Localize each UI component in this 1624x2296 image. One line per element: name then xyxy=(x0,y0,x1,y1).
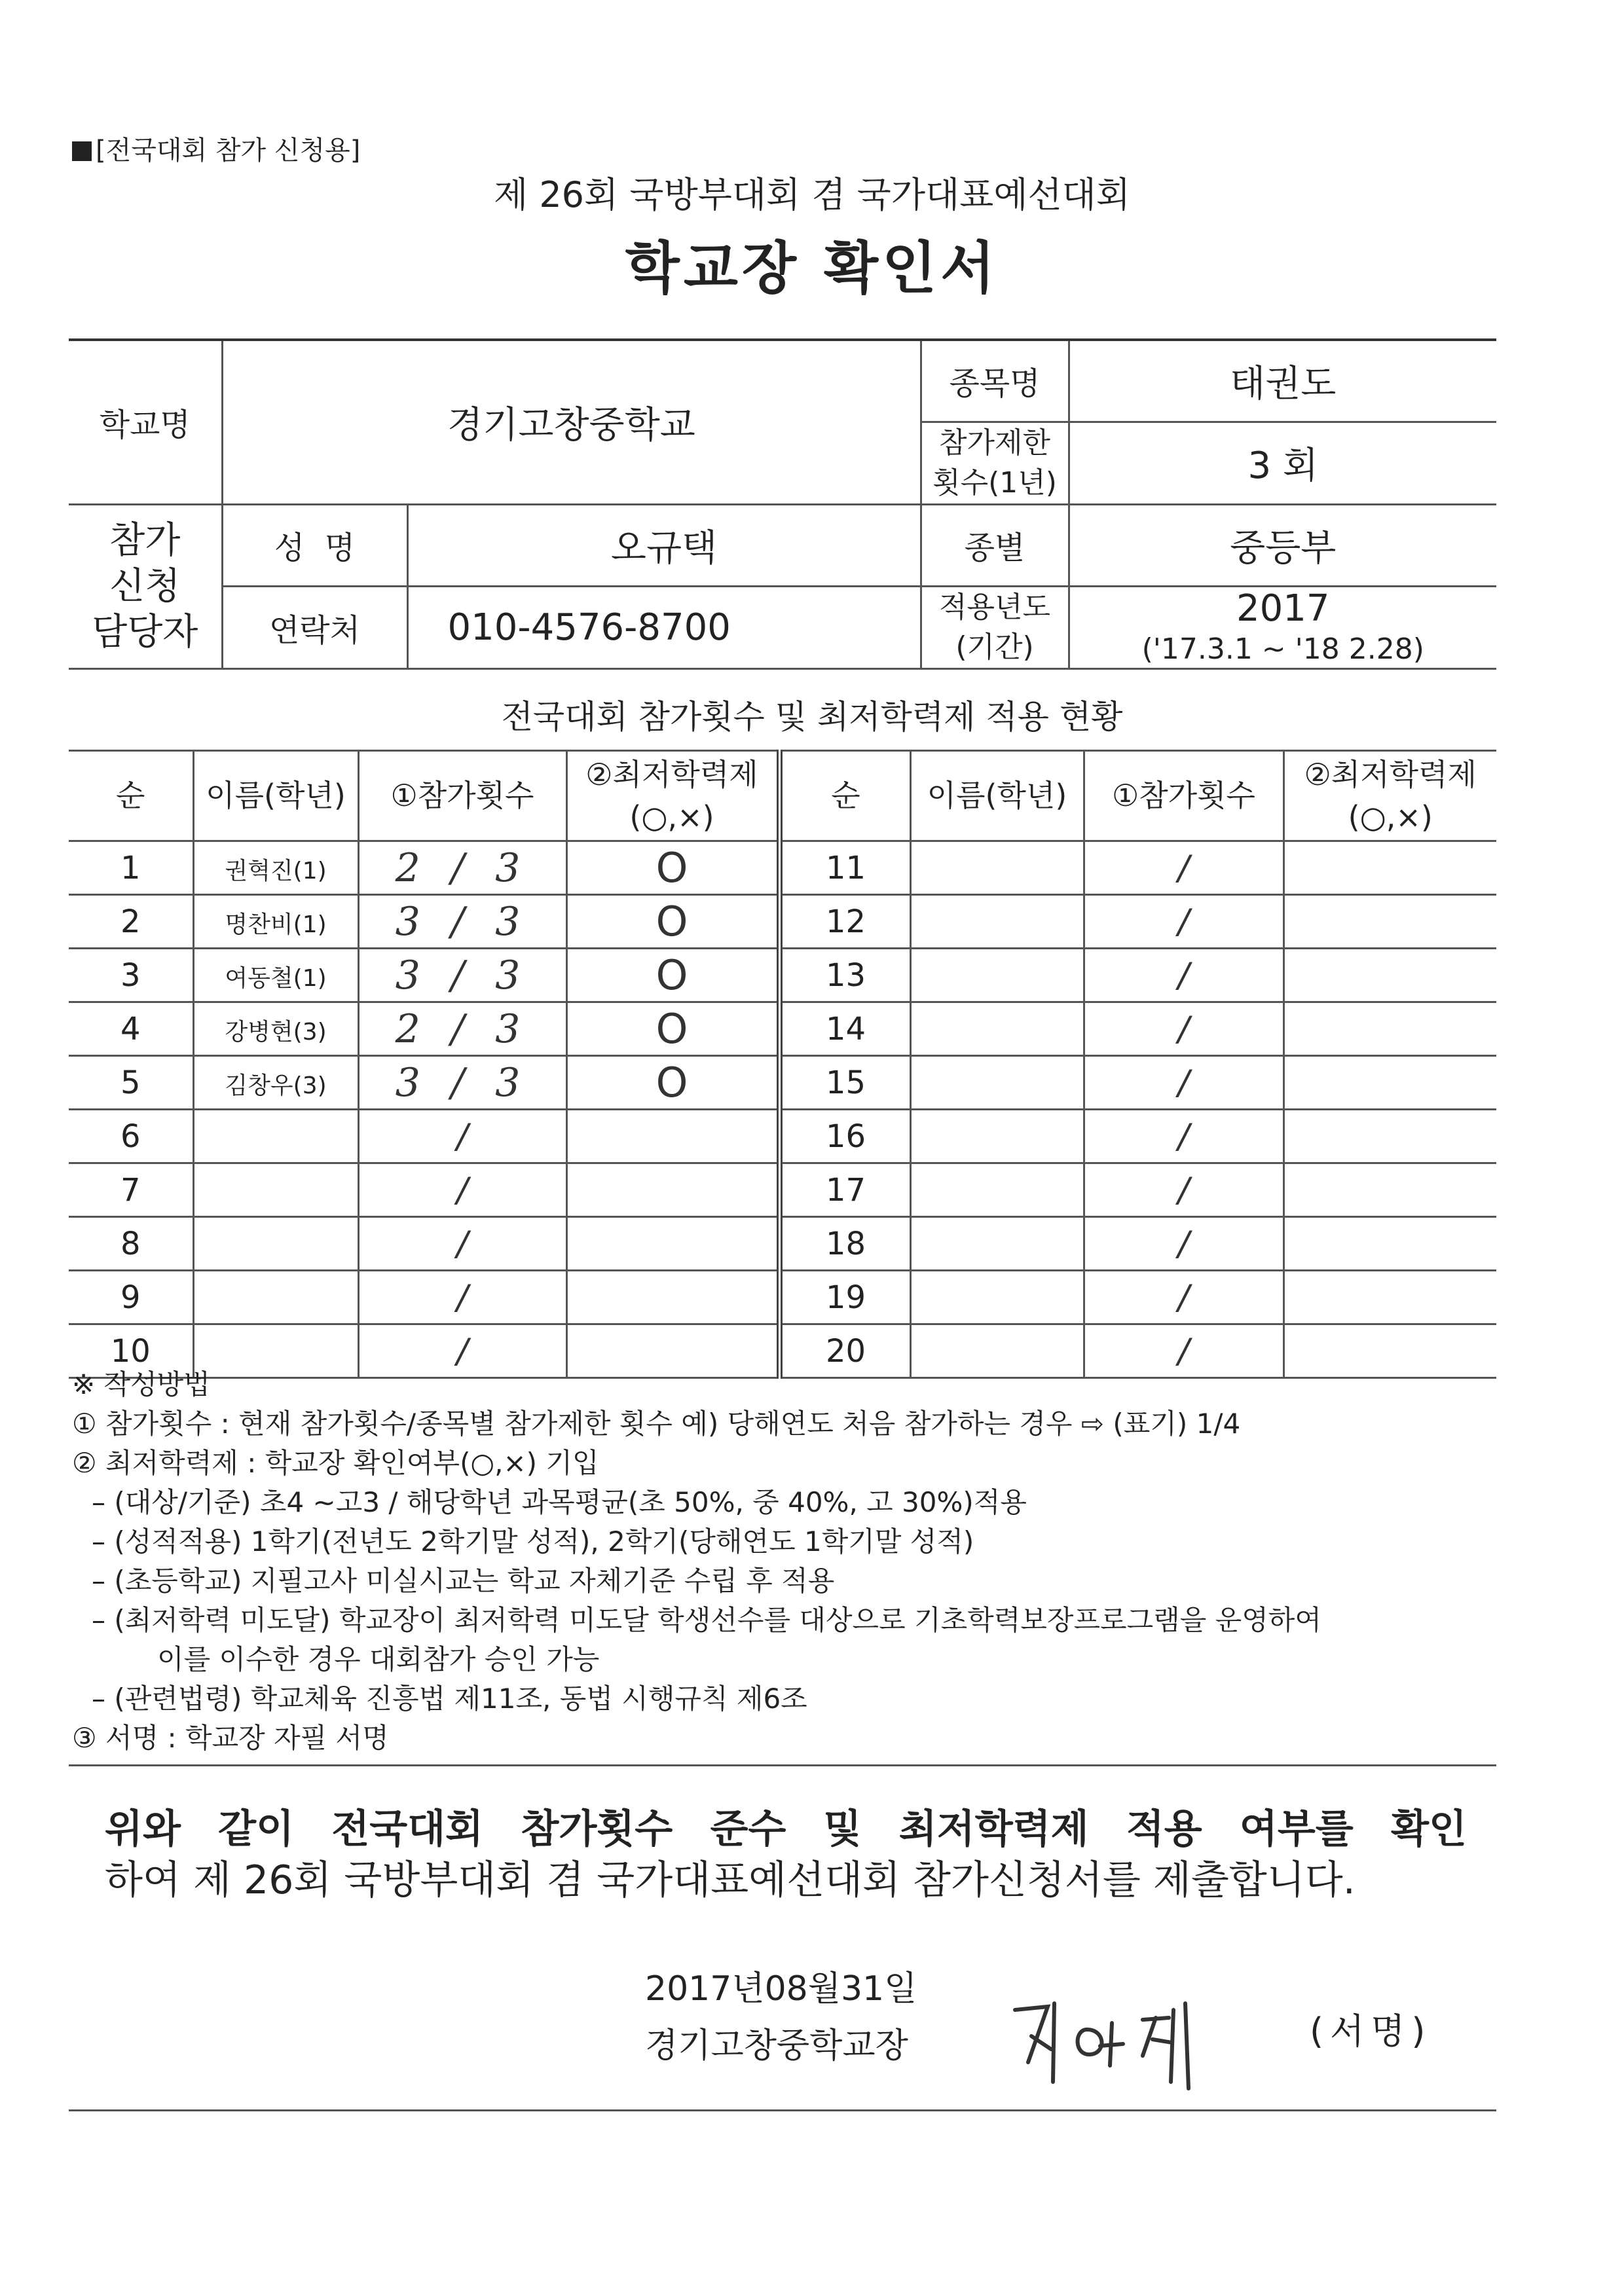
guide-bullet: – (초등학교) 지필고사 미실시교는 학교 자체기준 수립 후 적용 xyxy=(92,1565,835,1597)
contact-label: 연락처 xyxy=(222,586,407,668)
row-count: / xyxy=(358,1217,566,1271)
event-value: 태권도 xyxy=(1069,340,1496,422)
header-count: ①참가횟수 xyxy=(358,751,566,841)
row-no: 8 xyxy=(69,1217,193,1271)
row-no: 15 xyxy=(779,1056,910,1110)
row-name xyxy=(193,1110,358,1163)
row-name xyxy=(910,841,1084,895)
table-row xyxy=(69,895,1496,949)
row-min: O xyxy=(566,895,779,949)
guide-item-2: ② 최저학력제 : 학교장 확인여부(○,×) 기입 xyxy=(72,1447,599,1479)
row-count: / xyxy=(1084,895,1283,949)
row-count: / xyxy=(1084,841,1283,895)
row-count: / xyxy=(1084,1002,1283,1056)
row-count: 3 / 3 xyxy=(358,1056,566,1110)
row-count: / xyxy=(1084,1217,1283,1271)
row-min xyxy=(1283,1110,1496,1163)
table-row xyxy=(69,1056,1496,1110)
row-count: / xyxy=(1084,1056,1283,1110)
row-min xyxy=(566,1110,779,1163)
row-no: 11 xyxy=(779,841,910,895)
row-no: 18 xyxy=(779,1217,910,1271)
row-no: 10 xyxy=(69,1324,193,1378)
header-no: 순 xyxy=(69,751,193,841)
guide-item-1: ① 참가횟수 : 현재 참가횟수/종목별 참가제한 횟수 예) 당해연도 처음 참가하는 경우 ⇨ (표기) 1/4 xyxy=(72,1408,1241,1440)
document-title: 학교장 확인서 xyxy=(625,236,999,301)
limit-label: 참가제한 횟수(1년) xyxy=(921,422,1069,504)
table-row xyxy=(69,1163,1496,1217)
row-name xyxy=(193,1271,358,1324)
school-value: 경기고창중학교 xyxy=(222,340,921,504)
row-name xyxy=(910,1110,1084,1163)
row-no: 20 xyxy=(779,1324,910,1378)
row-no: 14 xyxy=(779,1002,910,1056)
row-no: 6 xyxy=(69,1110,193,1163)
row-count: / xyxy=(1084,949,1283,1002)
row-name xyxy=(193,1217,358,1271)
row-name xyxy=(910,1002,1084,1056)
header-name: 이름(학년) xyxy=(193,751,358,841)
event-label: 종목명 xyxy=(921,340,1069,422)
division-label: 종별 xyxy=(921,504,1069,586)
divider xyxy=(69,2109,1496,2111)
row-count: 3 / 3 xyxy=(358,949,566,1002)
form-tag: [전국대회 참가 신청용] xyxy=(72,130,360,167)
row-count: 2 / 3 xyxy=(358,1002,566,1056)
handwritten-signature xyxy=(1002,1984,1238,2095)
row-name xyxy=(193,1163,358,1217)
guide-bullet: – (최저학력 미도달) 학교장이 최저학력 미도달 학생선수를 대상으로 기초학력보장프로그램을 운영하여 xyxy=(92,1604,1321,1636)
row-no: 7 xyxy=(69,1163,193,1217)
row-min xyxy=(566,1163,779,1217)
row-name: 권혁진(1) xyxy=(193,841,358,895)
row-name: 강병현(3) xyxy=(193,1002,358,1056)
row-min xyxy=(1283,1217,1496,1271)
row-name xyxy=(910,949,1084,1002)
guide-bullet: – (대상/기준) 초4 ~고3 / 해당학년 과목평균(초 50%, 중 40%, 고 30%)적용 xyxy=(92,1486,1027,1518)
row-name xyxy=(910,1056,1084,1110)
row-no: 5 xyxy=(69,1056,193,1110)
header-min: ②최저학력제 (○,×) xyxy=(566,751,779,841)
status-section-title: 전국대회 참가횟수 및 최저학력제 적용 현황 xyxy=(501,698,1123,736)
seal-mark: (서명) xyxy=(1310,2011,1432,2052)
row-count: / xyxy=(1084,1324,1283,1378)
row-count: / xyxy=(358,1324,566,1378)
header-min: ②최저학력제 (○,×) xyxy=(1283,751,1496,841)
guide-item-3: ③ 서명 : 학교장 자필 서명 xyxy=(72,1722,389,1754)
contact-value: 010-4576-8700 xyxy=(407,586,921,668)
row-name: 명찬비(1) xyxy=(193,895,358,949)
year-value: 2017 ('17.3.1 ~ '18 2.28) xyxy=(1069,586,1496,668)
row-count: 3 / 3 xyxy=(358,895,566,949)
row-no: 1 xyxy=(69,841,193,895)
row-name xyxy=(910,1163,1084,1217)
row-min: O xyxy=(566,949,779,1002)
status-table xyxy=(69,750,1496,1379)
row-no: 4 xyxy=(69,1002,193,1056)
row-count: / xyxy=(358,1271,566,1324)
row-count: / xyxy=(358,1110,566,1163)
row-min xyxy=(1283,841,1496,895)
confirmation-statement xyxy=(105,1804,1467,1906)
row-name xyxy=(910,1217,1084,1271)
info-table xyxy=(69,338,1496,670)
writing-guide xyxy=(72,1365,1513,1758)
division-value: 중등부 xyxy=(1069,504,1496,586)
row-count: / xyxy=(358,1163,566,1217)
row-name xyxy=(910,895,1084,949)
issue-date: 2017년08월31일 xyxy=(645,1969,917,2009)
row-count: / xyxy=(1084,1163,1283,1217)
confirmation-line-1: 위와 같이 전국대회 참가횟수 준수 및 최저학력제 적용 여부를 확인 xyxy=(105,1806,1467,1852)
row-name: 김창우(3) xyxy=(193,1056,358,1110)
table-row xyxy=(69,841,1496,895)
name-value: 오규택 xyxy=(407,504,921,586)
row-count: 2 / 3 xyxy=(358,841,566,895)
row-name xyxy=(910,1271,1084,1324)
row-min: O xyxy=(566,1056,779,1110)
row-no: 17 xyxy=(779,1163,910,1217)
table-row xyxy=(69,1002,1496,1056)
row-no: 12 xyxy=(779,895,910,949)
row-no: 16 xyxy=(779,1110,910,1163)
guide-bullet: – (관련법령) 학교체육 진흥법 제11조, 동법 시행규칙 제6조 xyxy=(92,1683,807,1715)
row-min xyxy=(566,1271,779,1324)
row-min: O xyxy=(566,1002,779,1056)
square-bullet-icon xyxy=(72,141,92,161)
table-row xyxy=(69,1217,1496,1271)
principal-title: 경기고창중학교장 xyxy=(645,2026,908,2066)
guide-bullet-continued: 이를 이수한 경우 대회참가 승인 가능 xyxy=(157,1643,600,1675)
row-min xyxy=(1283,895,1496,949)
guide-heading: ※ 작성방법 xyxy=(72,1368,210,1400)
applicant-label: 참가 신청 담당자 xyxy=(69,504,222,668)
row-min xyxy=(566,1217,779,1271)
header-count: ①참가횟수 xyxy=(1084,751,1283,841)
table-row xyxy=(69,1271,1496,1324)
name-label: 성 명 xyxy=(222,504,407,586)
divider xyxy=(69,1764,1496,1766)
school-label: 학교명 xyxy=(69,340,222,504)
row-count: / xyxy=(1084,1110,1283,1163)
header-name: 이름(학년) xyxy=(910,751,1084,841)
row-no: 19 xyxy=(779,1271,910,1324)
competition-subtitle: 제 26회 국방부대회 겸 국가대표예선대회 xyxy=(494,174,1130,215)
row-no: 13 xyxy=(779,949,910,1002)
table-row xyxy=(69,1110,1496,1163)
year-label: 적용년도 (기간) xyxy=(921,586,1069,668)
row-no: 3 xyxy=(69,949,193,1002)
row-min: O xyxy=(566,841,779,895)
table-row xyxy=(69,949,1496,1002)
row-min xyxy=(1283,1271,1496,1324)
confirmation-line-2: 하여 제 26회 국방부대회 겸 국가대표예선대회 참가신청서를 제출합니다. xyxy=(105,1857,1356,1903)
header-no: 순 xyxy=(779,751,910,841)
row-name: 여동철(1) xyxy=(193,949,358,1002)
row-count: / xyxy=(1084,1271,1283,1324)
limit-value: 3 회 xyxy=(1069,422,1496,504)
row-min xyxy=(1283,1163,1496,1217)
row-min xyxy=(1283,1056,1496,1110)
row-no: 2 xyxy=(69,895,193,949)
row-min xyxy=(1283,1002,1496,1056)
row-no: 9 xyxy=(69,1271,193,1324)
guide-bullet: – (성적적용) 1학기(전년도 2학기말 성적), 2학기(당해연도 1학기말 성적) xyxy=(92,1525,974,1558)
row-min xyxy=(1283,949,1496,1002)
